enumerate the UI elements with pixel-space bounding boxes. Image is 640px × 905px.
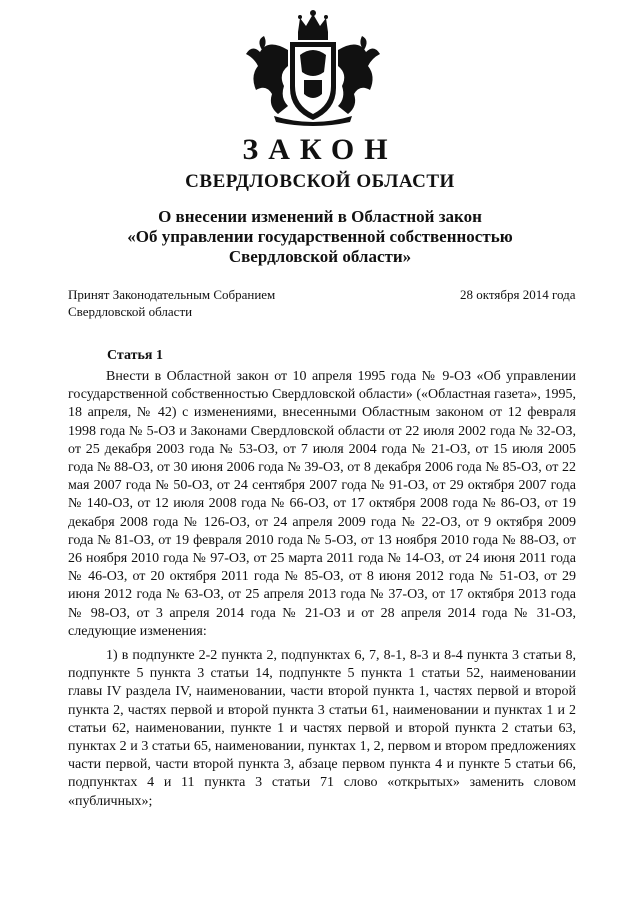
adopted-by-line: Свердловской области [68,304,193,319]
adopted-by [68,286,275,320]
law-name-line: Свердловской области» [228,247,412,266]
article-paragraph: 1) в подпункте 2-2 пункта 2, подпунктах 6, 7, 8-1, 8-3 и 8-4 пункта 3 статьи 8, подпункте 5 пункта 3 статьи 14, подпункте 5 пункта 1 статьи 52, наименовании главы IV раздела IV, наименовании, части второй пункта 1, частях первой и второй пункта 2, частях первой и второй пункта 3 статьи 61, наименовании и пунктах 1 и 2 статьи 62, наименовании, пункте 1 и частях первой и второй пункта 2 статьи 63, пунктах 2 и 3 статьи 65, наименовании, пунктах 1, 2, первом и втором предложениях части первой, части второй пункта 3, абзаце первом пункта 4 и пункте 5 статьи 66, подпунктах 4 и 11 пункта 3 статьи 71 слово «открытых» заменить словом «публичных»; [68,648,576,809]
law-name [0,207,640,267]
article-paragraph: Внести в Областной закон от 10 апреля 1995 года № 9-ОЗ «Об управлении государственной собственностью Свердловской области» («Областная газета», 1995, 18 апреля, № 42) с изменениями, внесенными Областным законом от 12 февраля 1998 года № 5-ОЗ и Законами Свердловской области от 22 июля 2002 года № 32-ОЗ, от 25 декабря 2003 года № 53-ОЗ, от 7 июля 2004 года № 21-ОЗ, от 15 июля 2005 года № 88-ОЗ, от 30 июня 2006 года № 39-ОЗ, от 8 декабря 2006 года № 85-ОЗ, от 22 мая 2007 года № 50-ОЗ, от 24 сентября 2007 года № 91-ОЗ, от 29 октября 2007 года № 140-ОЗ, от 12 июля 2008 года № 66-ОЗ, от 17 октября 2008 года № 86-ОЗ, от 19 декабря 2008 года № 126-ОЗ, от 24 апреля 2009 года № 22-ОЗ, от 9 октября 2009 года № 81-ОЗ, от 19 февраля 2010 года № 5-ОЗ, от 13 ноября 2010 года № 88-ОЗ, от 26 ноября 2010 года № 97-ОЗ, от 25 марта 2011 года № 14-ОЗ, от 24 июня 2011 года № 46-ОЗ, от 20 октября 2011 года № 85-ОЗ, от 8 июня 2012 года № 51-ОЗ, от 29 июня 2012 года № 63-ОЗ, от 25 апреля 2013 года № 37-ОЗ, от 17 октября 2013 года № 98-ОЗ, от 3 апреля 2014 года № 21-ОЗ и от 28 апреля 2014 года № 31-ОЗ, следующие изменения: [68,369,576,639]
law-name-line: «Об управлении государственной собственностью [127,227,513,246]
article-body [68,368,576,811]
adopted-by-line: Принят Законодательным Собранием [68,287,276,302]
adoption-date: 28 октября 2014 года [460,287,576,302]
coat-of-arms-icon [238,10,388,128]
article-heading: Статья 1 [107,348,163,363]
document-title: ЗАКОН [242,133,398,166]
law-name-line: О внесении изменений в Областной закон [158,207,482,226]
document-subtitle: СВЕРДЛОВСКОЙ ОБЛАСТИ [185,171,455,192]
